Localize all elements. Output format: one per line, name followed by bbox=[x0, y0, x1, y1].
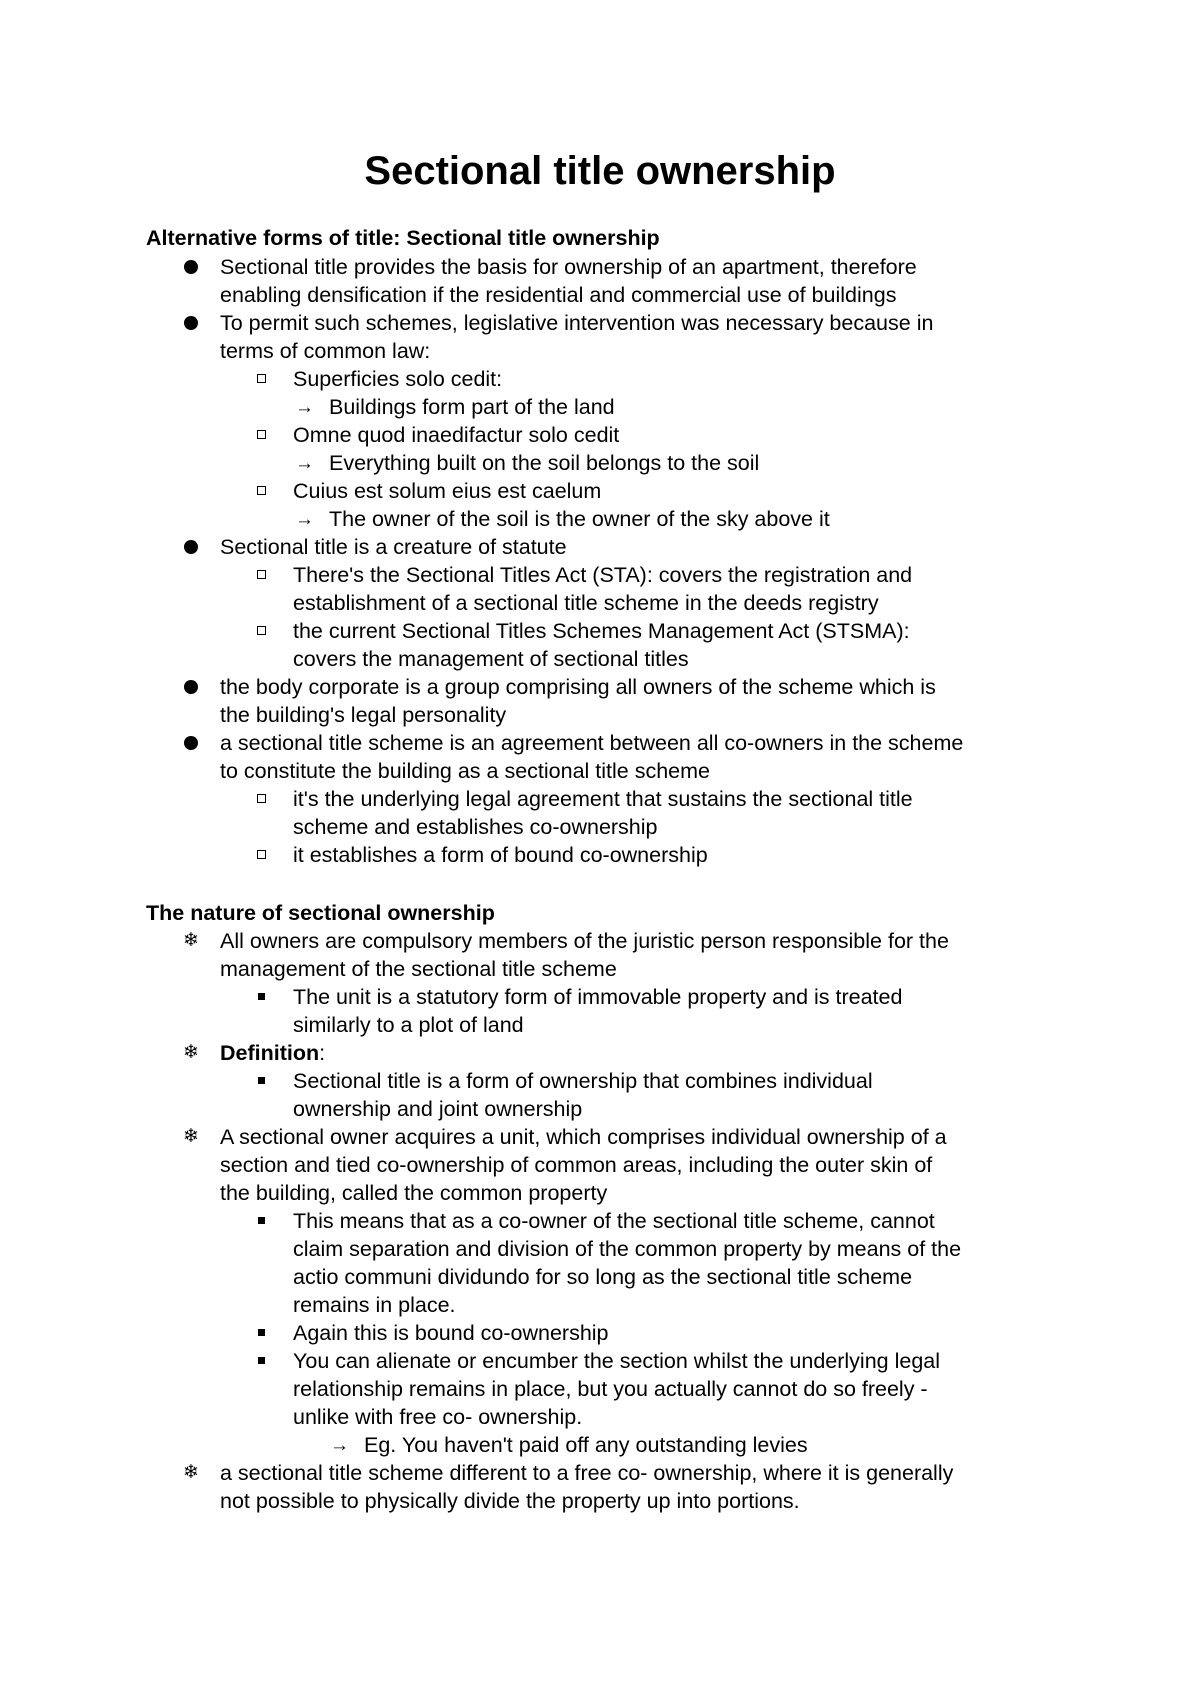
list-item-text: To permit such schemes, legislative intervention was necessary because in bbox=[220, 311, 934, 335]
square-bullet-icon bbox=[258, 1329, 265, 1336]
section-heading: Alternative forms of title: Sectional title ownership bbox=[146, 226, 660, 250]
sub-item-text: it establishes a form of bound co-ownership bbox=[293, 843, 708, 867]
right-arrow-icon: → bbox=[295, 453, 314, 474]
sub-item-text: similarly to a plot of land bbox=[293, 1013, 524, 1037]
sub-item-text: This means that as a co-owner of the sectional title scheme, cannot bbox=[293, 1209, 935, 1233]
hollow-square-icon bbox=[257, 626, 266, 635]
list-item-text: the building's legal personality bbox=[220, 703, 507, 727]
hollow-square-icon bbox=[257, 486, 266, 495]
section-heading: The nature of sectional ownership bbox=[146, 901, 495, 925]
bullet-icon bbox=[184, 680, 198, 694]
definition-term: Definition bbox=[220, 1041, 320, 1065]
sub-item-text: Cuius est solum eius est caelum bbox=[293, 479, 602, 503]
list-item-text: All owners are compulsory members of the juristic person responsible for the bbox=[220, 929, 949, 953]
hollow-square-icon bbox=[257, 430, 266, 439]
right-arrow-icon: → bbox=[295, 509, 314, 530]
sub-item-text: The owner of the soil is the owner of the sky above it bbox=[329, 507, 830, 531]
sub-item-text: Again this is bound co-ownership bbox=[293, 1321, 609, 1345]
bullet-icon bbox=[184, 260, 198, 274]
sub-item-text: establishment of a sectional title scheme in the deeds registry bbox=[293, 591, 879, 615]
hollow-square-icon bbox=[257, 570, 266, 579]
square-bullet-icon bbox=[258, 1217, 265, 1224]
list-item-text: Sectional title provides the basis for ownership of an apartment, therefore bbox=[220, 255, 917, 279]
sub-item-text: remains in place. bbox=[293, 1293, 456, 1317]
hollow-square-icon bbox=[257, 794, 266, 803]
list-item-text: a sectional title scheme different to a free co- ownership, where it is generally bbox=[220, 1461, 954, 1485]
sub-item-text: Buildings form part of the land bbox=[329, 395, 615, 419]
snowflake-icon: ❄ bbox=[183, 1462, 199, 1483]
sub-item-text: Sectional title is a form of ownership that combines individual bbox=[293, 1069, 873, 1093]
definition-colon: : bbox=[319, 1041, 326, 1065]
hollow-square-icon bbox=[257, 850, 266, 859]
definition-label bbox=[220, 1039, 325, 1067]
sub-item-text: claim separation and division of the common property by means of the bbox=[293, 1237, 962, 1261]
list-item-text: management of the sectional title scheme bbox=[220, 957, 617, 981]
hollow-square-icon bbox=[257, 374, 266, 383]
list-item-text: A sectional owner acquires a unit, which comprises individual ownership of a bbox=[220, 1125, 947, 1149]
sub-item-text: it's the underlying legal agreement that sustains the sectional title bbox=[293, 787, 913, 811]
sub-item-text: unlike with free co- ownership. bbox=[293, 1405, 583, 1429]
list-item-text: a sectional title scheme is an agreement between all co-owners in the scheme bbox=[220, 731, 964, 755]
bullet-icon bbox=[184, 736, 198, 750]
list-item-text: enabling densification if the residential and commercial use of buildings bbox=[220, 283, 897, 307]
list-item-text: to constitute the building as a sectional title scheme bbox=[220, 759, 711, 783]
snowflake-icon: ❄ bbox=[183, 1042, 199, 1063]
sub-item-text: Omne quod inaedifactur solo cedit bbox=[293, 423, 620, 447]
sub-item-text: ownership and joint ownership bbox=[293, 1097, 583, 1121]
square-bullet-icon bbox=[258, 1077, 265, 1084]
list-item-text: section and tied co-ownership of common areas, including the outer skin of bbox=[220, 1153, 933, 1177]
list-item-text: the body corporate is a group comprising all owners of the scheme which is bbox=[220, 675, 936, 699]
snowflake-icon: ❄ bbox=[183, 930, 199, 951]
list-item-text: Sectional title is a creature of statute bbox=[220, 535, 567, 559]
sub-item-text: Eg. You haven't paid off any outstanding levies bbox=[364, 1433, 808, 1457]
right-arrow-icon: → bbox=[295, 397, 314, 418]
list-item-text: terms of common law: bbox=[220, 339, 431, 363]
snowflake-icon: ❄ bbox=[183, 1126, 199, 1147]
sub-item-text: Everything built on the soil belongs to the soil bbox=[329, 451, 760, 475]
sub-item-text: There's the Sectional Titles Act (STA): covers the registration and bbox=[293, 563, 913, 587]
square-bullet-icon bbox=[258, 1357, 265, 1364]
bullet-icon bbox=[184, 316, 198, 330]
sub-item-text: You can alienate or encumber the section whilst the underlying legal bbox=[293, 1349, 941, 1373]
right-arrow-icon: → bbox=[330, 1435, 349, 1456]
sub-item-text: Superficies solo cedit: bbox=[293, 367, 503, 391]
sub-item-text: actio communi dividundo for so long as the sectional title scheme bbox=[293, 1265, 913, 1289]
list-item-text: not possible to physically divide the property up into portions. bbox=[220, 1489, 800, 1513]
page-title: Sectional title ownership bbox=[364, 149, 836, 193]
square-bullet-icon bbox=[258, 993, 265, 1000]
sub-item-text: The unit is a statutory form of immovable property and is treated bbox=[293, 985, 903, 1009]
sub-item-text: covers the management of sectional titles bbox=[293, 647, 689, 671]
sub-item-text: relationship remains in place, but you actually cannot do so freely - bbox=[293, 1377, 928, 1401]
sub-item-text: scheme and establishes co-ownership bbox=[293, 815, 658, 839]
list-item-text: the building, called the common property bbox=[220, 1181, 608, 1205]
bullet-icon bbox=[184, 540, 198, 554]
sub-item-text: the current Sectional Titles Schemes Management Act (STSMA): bbox=[293, 619, 910, 643]
